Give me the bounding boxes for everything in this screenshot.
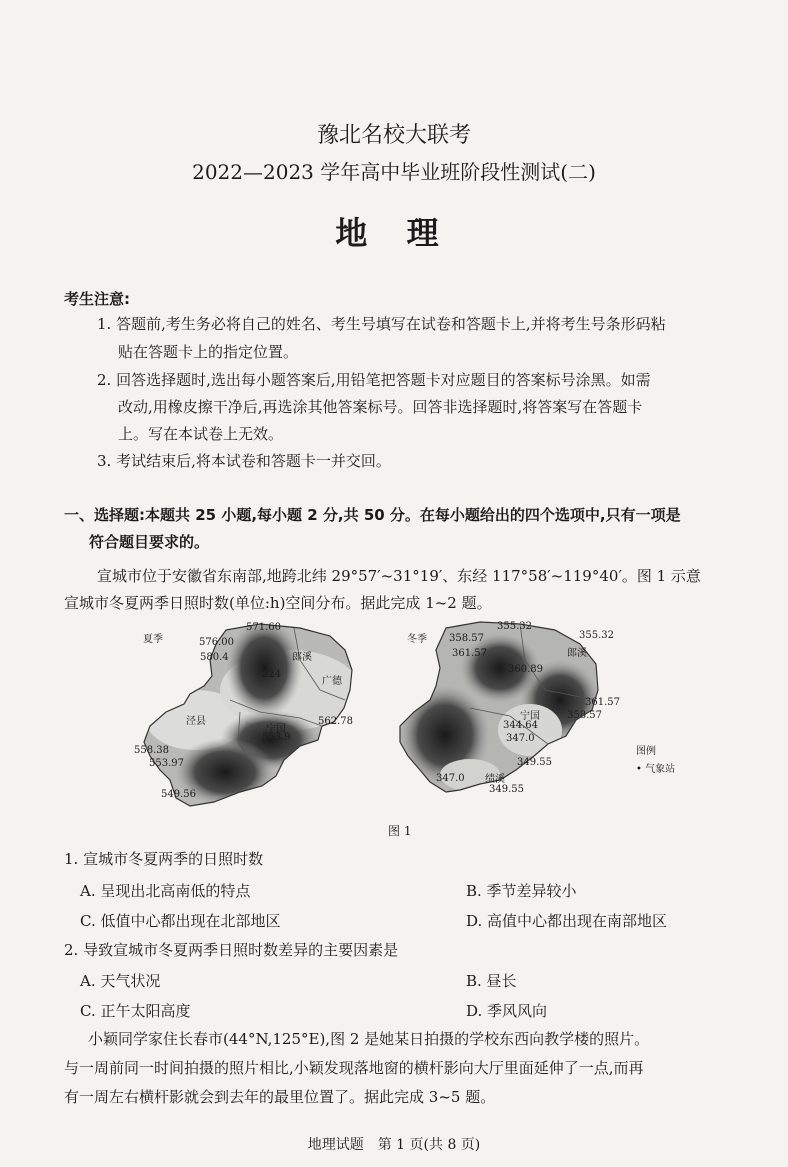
winter-value-1: 358.57 — [449, 633, 484, 644]
winter-value-3: 355.32 — [579, 630, 614, 641]
summer-map — [140, 618, 360, 810]
winter-value-2: 355.32 — [497, 621, 532, 632]
summer-label: 夏季 — [143, 634, 163, 645]
question-1-option-b: B. 季节差异较小 — [466, 882, 577, 900]
notice-item-2: 2. 回答选择题时,选出每小题答案后,用铅笔把答题卡对应题目的答案标号涂黑。如需 — [97, 371, 651, 389]
summer-value-3: 580.4 — [200, 652, 229, 663]
question-2-option-d: D. 季风风向 — [466, 1002, 548, 1020]
intro-paragraph-1-cont: 宣城市冬夏两季日照时数(单位:h)空间分布。据此完成 1~2 题。 — [64, 594, 492, 612]
winter-value-12: 349.55 — [489, 784, 524, 795]
intro-paragraph-2-end: 有一周左右横杆影就会到去年的最里位置了。据此完成 3~5 题。 — [64, 1088, 496, 1106]
summer-place-langxi: 郎溪 — [292, 652, 312, 663]
summer-value-5: 562.78 — [318, 716, 353, 727]
legend-title: 图例 — [636, 746, 656, 757]
intro-paragraph-1: 宣城市位于安徽省东南部,地跨北纬 29°57′~31°19′、东经 117°58′~119°40′。图 1 示意 — [97, 567, 701, 585]
notice-item-1: 1. 答题前,考生务必将自己的姓名、考生号填写在试卷和答题卡上,并将考生号条形码粘 — [97, 315, 666, 333]
page-footer: 地理试题 第 1 页(共 8 页) — [307, 1137, 481, 1153]
section-heading-cont: 符合题目要求的。 — [89, 533, 210, 551]
question-2-option-a: A. 天气状况 — [80, 972, 161, 990]
figure-1-caption: 图 1 — [388, 824, 412, 838]
winter-value-10: 347.0 — [436, 773, 465, 784]
notice-item-3: 3. 考试结束后,将本试卷和答题卡一并交回。 — [97, 452, 391, 470]
question-1-option-d: D. 高值中心都出现在南部地区 — [466, 912, 668, 930]
question-2-option-c: C. 正午太阳高度 — [80, 1002, 191, 1020]
summer-place-guangde: 广德 — [322, 676, 342, 687]
exam-title: 2022—2023 学年高中毕业班阶段性测试(二) — [192, 160, 596, 184]
winter-value-4: 361.57 — [452, 648, 487, 659]
winter-value-6: 361.57 — [585, 697, 620, 708]
summer-value-9: 549.56 — [161, 789, 196, 800]
winter-value-8: 344.64 — [503, 720, 538, 731]
winter-place-ningguo: 宁国 — [520, 711, 540, 722]
question-1-option-c: C. 低值中心都出现在北部地区 — [80, 912, 281, 930]
winter-place-jixi: 绩溪 — [485, 774, 505, 785]
winter-value-7: 358.57 — [567, 710, 602, 721]
subject-title: 地 理 — [335, 214, 453, 252]
notice-title: 考生注意: — [64, 290, 130, 308]
summer-value-4: 224 — [262, 669, 282, 680]
summer-value-8: 553.97 — [149, 758, 184, 769]
section-heading: 一、选择题:本题共 25 小题,每小题 2 分,共 50 分。在每小题给出的四个选项中,只有一项是 — [64, 506, 681, 524]
winter-value-5: 360.89 — [508, 664, 543, 675]
question-1-stem: 1. 宣城市冬夏两季的日照时数 — [64, 850, 264, 868]
summer-value-6: 553.9 — [262, 732, 291, 743]
winter-value-9: 347.0 — [506, 733, 535, 744]
summer-value-2: 576.00 — [199, 637, 234, 648]
summer-place-ningguo: 宁国 — [266, 724, 286, 735]
notice-item-1-cont: 贴在答题卡上的指定位置。 — [118, 343, 299, 361]
winter-place-langxi: 郎溪 — [567, 648, 587, 659]
intro-paragraph-2: 小颖同学家住长春市(44°N,125°E),图 2 是她某日拍摄的学校东西向教学楼的照片。 — [88, 1030, 650, 1048]
notice-item-2-cont: 改动,用橡皮擦干净后,再选涂其他答案标号。回答非选择题时,将答案写在答题卡 — [118, 398, 643, 416]
summer-value-1: 571.60 — [246, 622, 281, 633]
question-2-stem: 2. 导致宣城市冬夏两季日照时数差异的主要因素是 — [64, 941, 399, 959]
summer-place-jingxian: 泾县 — [186, 716, 206, 727]
question-2-option-b: B. 昼长 — [466, 972, 517, 990]
summer-value-7: 558.38 — [134, 745, 169, 756]
winter-value-11: 349.55 — [517, 757, 552, 768]
intro-paragraph-2-cont: 与一周前同一时间拍摄的照片相比,小颖发现落地窗的横杆影向大厅里面延伸了一点,而再 — [64, 1059, 644, 1077]
notice-item-2-end: 上。写在本试卷上无效。 — [118, 425, 284, 443]
winter-label: 冬季 — [407, 634, 427, 645]
legend-weather-station: • 气象站 — [636, 764, 676, 775]
question-1-option-a: A. 呈现出北高南低的特点 — [80, 882, 251, 900]
exam-organizer: 豫北名校大联考 — [316, 123, 471, 148]
